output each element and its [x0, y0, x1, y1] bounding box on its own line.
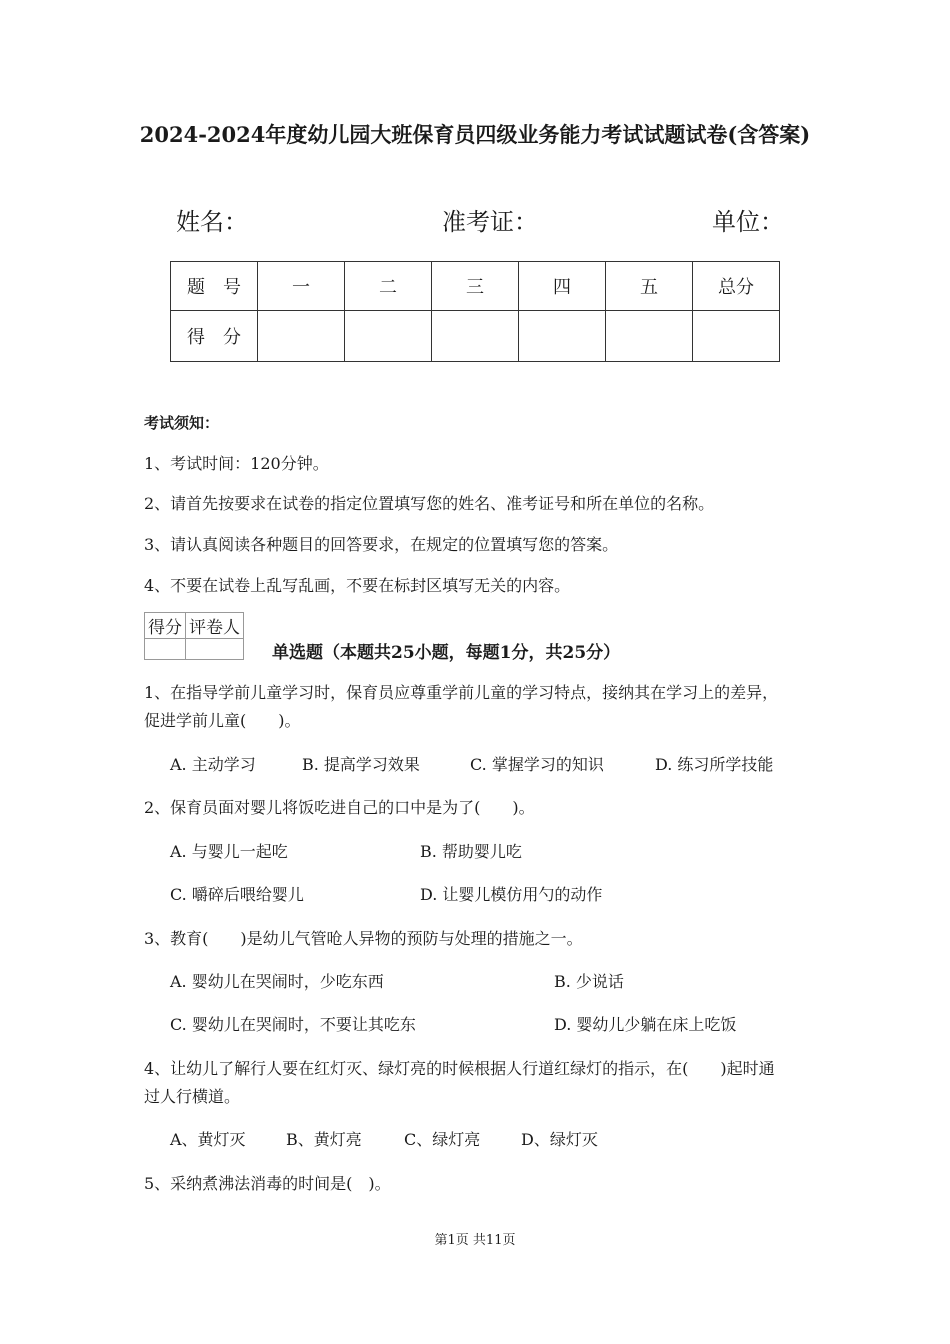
question-stem: 5、采纳煮沸法消毒的时间是( )。 [144, 1174, 391, 1193]
question-option[interactable]: A. 与婴儿一起吃 [170, 842, 288, 861]
question-option[interactable]: C. 掌握学习的知识 [470, 755, 604, 774]
notice-heading: 考试须知： [144, 414, 220, 432]
score-table-header-cell: 三 [432, 262, 519, 311]
score-input-cell[interactable] [432, 311, 519, 362]
page-title: 2024-2024年度幼儿园大班保育员四级业务能力考试试题试卷(含答案) [139, 122, 811, 147]
score-table [170, 261, 780, 362]
name-field-label: 姓名： [176, 208, 248, 236]
question-option[interactable]: A. 主动学习 [170, 755, 256, 774]
question-option[interactable]: D、绿灯灭 [521, 1130, 598, 1149]
score-input-cell[interactable] [258, 311, 345, 362]
question-option[interactable]: C. 嚼碎后喂给婴儿 [170, 885, 304, 904]
score-table-score-row [171, 311, 780, 362]
score-table-header-row [171, 262, 780, 311]
grader-table [144, 612, 244, 660]
score-table-header-cell: 总分 [693, 262, 780, 311]
score-input-cell[interactable] [693, 311, 780, 362]
question-stem: 促进学前儿童( )。 [144, 711, 301, 730]
score-table-row-label: 得 分 [171, 311, 258, 362]
exam-id-field-label: 准考证： [442, 208, 538, 236]
score-table-header-cell: 二 [345, 262, 432, 311]
question-stem: 过人行横道。 [144, 1087, 241, 1106]
page-footer: 第1页 共11页 [434, 1233, 516, 1248]
question-stem: 4、让幼儿了解行人要在红灯灭、绿灯亮的时候根据人行道红绿灯的指示，在( )起时通 [144, 1059, 775, 1078]
question-stem: 2、保育员面对婴儿将饭吃进自己的口中是为了( )。 [144, 798, 535, 817]
question-option[interactable]: C. 婴幼儿在哭闹时，不要让其吃东 [170, 1015, 416, 1034]
question-stem: 3、教育( )是幼儿气管呛人异物的预防与处理的措施之一。 [144, 929, 583, 948]
grader-name-cell[interactable] [186, 639, 244, 660]
grader-table-score-label: 得分 [145, 613, 186, 639]
score-input-cell[interactable] [519, 311, 606, 362]
score-input-cell[interactable] [345, 311, 432, 362]
question-option[interactable]: B. 少说话 [554, 972, 624, 991]
grader-table-grader-label: 评卷人 [186, 613, 244, 639]
question-option[interactable]: C、绿灯亮 [404, 1130, 481, 1149]
question-option[interactable]: B. 提高学习效果 [302, 755, 420, 774]
score-table-header-cell: 一 [258, 262, 345, 311]
notice-item: 4、不要在试卷上乱写乱画，不要在标封区填写无关的内容。 [144, 576, 571, 595]
question-option[interactable]: B. 帮助婴儿吃 [420, 842, 522, 861]
grader-score-cell[interactable] [145, 639, 186, 660]
score-table-header-cell: 题 号 [171, 262, 258, 311]
notice-item: 3、请认真阅读各种题目的回答要求，在规定的位置填写您的答案。 [144, 535, 619, 554]
score-table-header-cell: 四 [519, 262, 606, 311]
question-option[interactable]: A. 婴幼儿在哭闹时，少吃东西 [170, 972, 384, 991]
notice-item: 1、考试时间：120分钟。 [144, 454, 329, 473]
question-option[interactable]: A、黄灯灭 [170, 1130, 246, 1149]
score-table-header-cell: 五 [606, 262, 693, 311]
notice-item: 2、请首先按要求在试卷的指定位置填写您的姓名、准考证号和所在单位的名称。 [144, 494, 715, 513]
question-option[interactable]: D. 练习所学技能 [655, 755, 774, 774]
score-input-cell[interactable] [606, 311, 693, 362]
section-heading: 单选题（本题共25小题，每题1分，共25分） [272, 643, 621, 663]
question-option[interactable]: D. 婴幼儿少躺在床上吃饭 [554, 1015, 737, 1034]
question-option[interactable]: D. 让婴儿模仿用勺的动作 [420, 885, 603, 904]
unit-field-label: 单位： [712, 208, 784, 236]
question-option[interactable]: B、黄灯亮 [286, 1130, 362, 1149]
question-stem: 1、在指导学前儿童学习时，保育员应尊重学前儿童的学习特点，接纳其在学习上的差异， [144, 683, 779, 702]
